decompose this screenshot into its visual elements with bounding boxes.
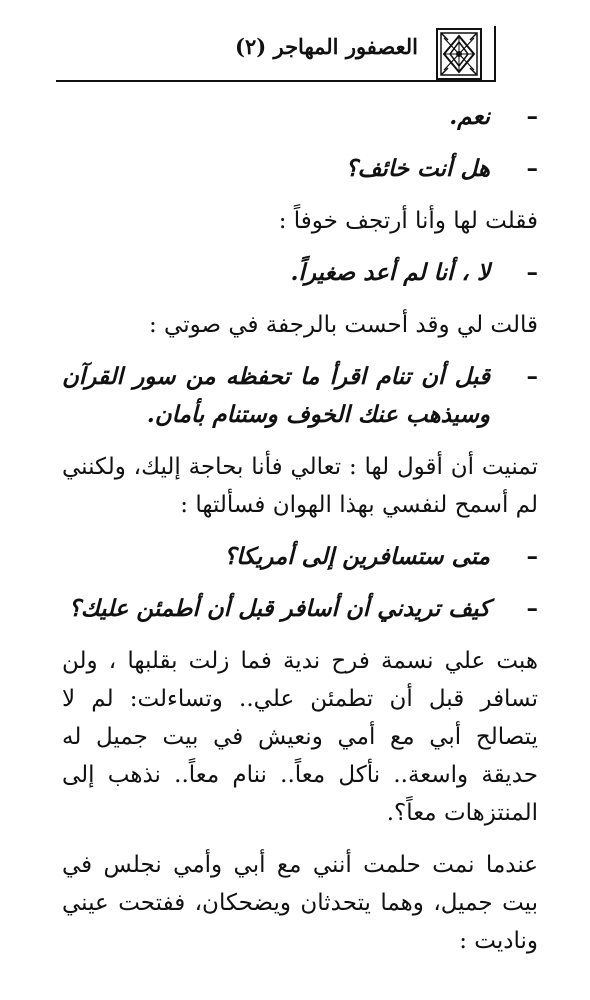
narration-paragraph: قالت لي وقد أحست بالرجفة في صوتي :: [148, 312, 538, 338]
narration-paragraph: فقلت لها وأنا أرتجف خوفاً :: [278, 208, 538, 234]
dialogue-dash: –: [526, 259, 538, 286]
dialogue-line: [62, 590, 538, 628]
dialogue-dash: –: [526, 543, 538, 570]
page-body: [62, 98, 538, 960]
dialogue-dash: –: [526, 103, 538, 130]
dialogue-dash: –: [526, 595, 538, 622]
dialogue-text: نعم.: [449, 103, 490, 130]
header-rule: [56, 80, 496, 82]
dialogue-text: متى ستسافرين إلى أمريكا؟: [223, 543, 490, 570]
header-divider: [494, 26, 496, 82]
dialogue-dash: –: [526, 155, 538, 182]
arabesque-knot-ornament-icon: [436, 28, 482, 80]
dialogue-line: [62, 98, 538, 136]
dialogue-text: لا ، أنا لم أعد صغيراً.: [290, 259, 490, 286]
dialogue-dash: –: [526, 363, 538, 390]
dialogue-text: كيف تريدني أن أسافر قبل أن أطمئن عليك؟: [68, 595, 490, 622]
narration-paragraph: هبت علي نسمة فرح ندية فما زلت بقلبها ، ولن تسافر قبل أن تطمئن علي.. وتساءلت: لم لا يتصالح أبي مع أمي ونعيش في بيت جميل له حديقة واسعة.. نأكل معاً.. ننام معاً.. نذهب إلى المنتزهات معاً؟.: [62, 648, 538, 826]
running-title: العصفور المهاجر (٢): [235, 34, 418, 59]
narration-paragraph: عندما نمت حلمت أنني مع أبي وأمي نجلس في بيت جميل، وهما يتحدثان ويضحكان، ففتحت عيني وناديت :: [62, 852, 538, 954]
dialogue-line: [62, 150, 538, 188]
dialogue-line: [62, 538, 538, 576]
dialogue-line: [62, 254, 538, 292]
narration-paragraph: تمنيت أن أقول لها : تعالي فأنا بحاجة إليك، ولكنني لم أسمح لنفسي بهذا الهوان فسألتها :: [62, 454, 538, 518]
dialogue-text: هل أنت خائف؟: [345, 155, 490, 182]
dialogue-line: [62, 358, 538, 434]
dialogue-text: قبل أن تنام اقرأ ما تحفظه من سور القرآن وسيذهب عنك الخوف وستنام بأمان.: [62, 363, 490, 428]
